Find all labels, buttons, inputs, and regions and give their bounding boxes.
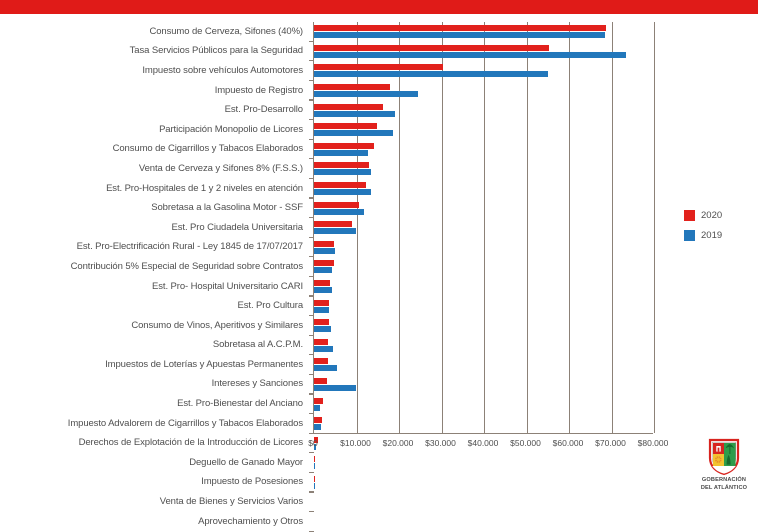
category-label: Est. Pro-Bienestar del Anciano (177, 398, 303, 410)
bar-row (314, 218, 653, 238)
bar-row (314, 512, 653, 532)
bar-row (314, 277, 653, 297)
legend-item[interactable] (684, 210, 754, 221)
category-label-row (0, 277, 307, 297)
bar-2020 (314, 84, 390, 90)
category-label: Est. Pro-Hospitales de 1 y 2 niveles en atención (106, 182, 303, 194)
logo-line-2: DEL ATLÁNTICO (700, 484, 748, 491)
bar-row (314, 198, 653, 218)
bar-row (314, 100, 653, 120)
category-label-row (0, 473, 307, 493)
category-label-row (0, 512, 307, 532)
category-label: Impuesto sobre vehículos Automotores (142, 64, 303, 76)
bar-2020 (314, 182, 366, 188)
bar-2019 (314, 32, 605, 38)
gobernacion-logo (694, 438, 754, 500)
bar-row (314, 394, 653, 414)
category-label: Est. Pro Ciudadela Universitaria (171, 221, 303, 233)
bar-row (314, 473, 653, 493)
category-label-row (0, 355, 307, 375)
category-label-row (0, 159, 307, 179)
category-label-row (0, 296, 307, 316)
category-label-row (0, 257, 307, 277)
bar-2020 (314, 143, 374, 149)
category-label-row (0, 238, 307, 258)
category-label: Est. Pro-Desarrollo (224, 104, 303, 116)
category-label: Impuesto Advalorem de Cigarrillos y Tabacos Elaborados (67, 417, 303, 429)
category-label-row (0, 492, 307, 512)
bar-2020 (314, 300, 329, 306)
bar-row (314, 61, 653, 81)
value-tick-label: $10.000 (340, 438, 371, 448)
category-label-row (0, 394, 307, 414)
bar-2019 (314, 248, 335, 254)
bar-2019 (314, 130, 393, 136)
value-tick-label: $0 (308, 438, 318, 448)
category-label: Est. Pro Cultura (237, 300, 303, 312)
bar-row (314, 453, 653, 473)
bar-row (314, 414, 653, 434)
bar-2019 (314, 405, 320, 411)
bar-2020 (314, 45, 549, 51)
category-label-row (0, 433, 307, 453)
bar-row (314, 120, 653, 140)
category-label-row (0, 375, 307, 395)
value-axis-labels (308, 435, 669, 455)
bar-2019 (314, 424, 321, 430)
bar-2020 (314, 378, 327, 384)
bar-2020 (314, 104, 383, 110)
top-red-banner (0, 0, 758, 14)
category-label: Deguello de Ganado Mayor (189, 456, 303, 468)
legend-swatch-icon (684, 210, 695, 221)
category-label: Consumo de Cerveza, Sifones (40%) (149, 25, 303, 37)
category-label-row (0, 100, 307, 120)
bar-2020 (314, 319, 329, 325)
bar-2020 (314, 417, 322, 423)
bar-row (314, 159, 653, 179)
value-tick-label: $80.000 (637, 438, 669, 448)
bar-2020 (314, 260, 334, 266)
legend-label: 2019 (701, 230, 723, 241)
value-tick-label: $20.000 (382, 438, 414, 448)
bar-2019 (314, 346, 333, 352)
value-tick-label: $70.000 (595, 438, 626, 448)
legend-item[interactable] (684, 230, 754, 241)
category-label: Impuesto de Posesiones (201, 476, 303, 488)
gridline (654, 22, 655, 433)
value-tick-label: $60.000 (552, 438, 584, 448)
bar-row (314, 336, 653, 356)
logo-line-1: GOBERNACIÓN (701, 477, 747, 483)
category-label-row (0, 218, 307, 238)
bar-row (314, 238, 653, 258)
category-label-row (0, 42, 307, 62)
category-label: Tasa Servicios Públicos para la Seguridad (129, 45, 303, 57)
category-label: Intereses y Sanciones (211, 378, 303, 390)
bar-2020 (314, 358, 328, 364)
bar-2020 (314, 221, 352, 227)
category-label: Venta de Bienes y Servicios Varios (159, 496, 303, 508)
bar-row (314, 140, 653, 160)
bar-2019 (314, 111, 395, 117)
bar-2019 (314, 91, 418, 97)
bar-2019 (314, 463, 315, 469)
category-label-row (0, 120, 307, 140)
category-label: Venta de Cerveza y Sifones 8% (F.S.S.) (138, 162, 303, 174)
category-label: Est. Pro-Electrificación Rural - Ley 1845 de 17/07/2017 (76, 241, 303, 253)
chart-legend (684, 210, 754, 250)
category-label: Sobretasa a la Gasolina Motor - SSF (151, 202, 303, 214)
bar-row (314, 316, 653, 336)
category-label: Derechos de Explotación de la Introducción de Licores (78, 437, 303, 449)
bar-2019 (314, 365, 337, 371)
bar-2020 (314, 476, 315, 482)
bar-2020 (314, 280, 330, 286)
bar-2020 (314, 25, 606, 31)
bar-2020 (314, 241, 334, 247)
value-tick-label: $30.000 (425, 438, 456, 448)
category-label-row (0, 81, 307, 101)
category-label: Aprovechamiento y Otros (198, 515, 303, 527)
category-label: Consumo de Vinos, Aperitivos y Similares (131, 319, 303, 331)
category-label-row (0, 179, 307, 199)
bar-2019 (314, 209, 364, 215)
category-label-row (0, 198, 307, 218)
category-label: Consumo de Cigarrillos y Tabacos Elaborados (112, 143, 303, 155)
bar-row (314, 257, 653, 277)
bar-2020 (314, 162, 369, 168)
coat-of-arms-icon (707, 438, 741, 475)
bar-2019 (314, 71, 548, 77)
bar-2019 (314, 385, 356, 391)
value-tick-label: $40.000 (467, 438, 499, 448)
legend-swatch-icon (684, 230, 695, 241)
bar-2019 (314, 189, 371, 195)
category-label: Sobretasa al A.C.P.M. (212, 339, 303, 351)
bar-row (314, 492, 653, 512)
category-label: Impuesto de Registro (214, 84, 303, 96)
bar-2019 (314, 326, 331, 332)
bar-2019 (314, 150, 368, 156)
bar-row (314, 179, 653, 199)
bar-2019 (314, 307, 329, 313)
legend-label: 2020 (701, 210, 723, 221)
bar-row (314, 296, 653, 316)
category-label-row (0, 414, 307, 434)
bar-2019 (314, 169, 371, 175)
category-label: Participación Monopolio de Licores (159, 123, 303, 135)
bar-row (314, 375, 653, 395)
bar-row (314, 81, 653, 101)
bar-2020 (314, 339, 328, 345)
category-label: Impuestos de Loterías y Apuestas Permanentes (105, 358, 303, 370)
bar-row (314, 22, 653, 42)
plot-area (313, 22, 653, 434)
bar-2020 (314, 202, 359, 208)
bar-row (314, 42, 653, 62)
bar-2020 (314, 456, 315, 462)
category-axis-labels (0, 22, 307, 531)
bar-row (314, 355, 653, 375)
bar-2020 (314, 398, 323, 404)
bar-2019 (314, 483, 315, 489)
bar-2019 (314, 287, 332, 293)
bar-2019 (314, 52, 626, 58)
category-label-row (0, 453, 307, 473)
category-label-row (0, 61, 307, 81)
bar-2020 (314, 123, 377, 129)
category-label-row (0, 22, 307, 42)
logo-text (701, 477, 747, 492)
category-label-row (0, 336, 307, 356)
bar-2020 (314, 64, 443, 70)
category-label-row (0, 140, 307, 160)
bar-2019 (314, 228, 356, 234)
bar-2019 (314, 267, 332, 273)
value-tick-label: $50.000 (510, 438, 541, 448)
category-label-row (0, 316, 307, 336)
category-label: Contribución 5% Especial de Seguridad sobre Contratos (70, 260, 303, 272)
category-label: Est. Pro- Hospital Universitario CARI (152, 280, 303, 292)
